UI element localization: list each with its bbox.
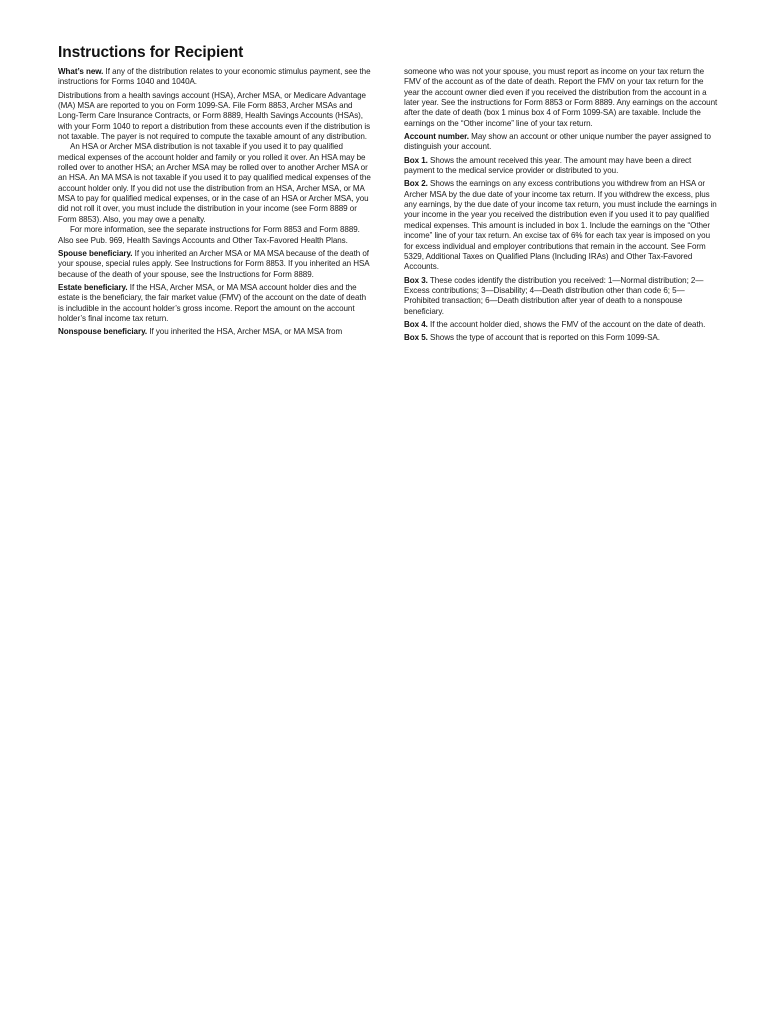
page-title: Instructions for Recipient (58, 44, 244, 61)
paragraph-text: These codes identify the distribution you received: 1—Normal distribution; 2—Excess contributions; 3—Disability; 4—Death distribution other than code 6; 5—Prohibited transaction; 6—Death distribution after year of death to a nonspouse beneficiary. (404, 275, 704, 316)
distributions-paragraph (58, 91, 372, 143)
paragraph-heading: Box 2. (404, 179, 428, 189)
paragraph-text: If the HSA, Archer MSA, or MA MSA account holder dies and the estate is the beneficiary, the fair market value (FMV) of the account on the date of death is includible in the account holder’s gross income. Report the amount on the account holder’s final income tax return. (58, 282, 367, 323)
paragraph-text: someone who was not your spouse, you must report as income on your tax return the FMV of the account as of the date of death. Report the FMV on your tax return for the year the account owner died even if you received the distribution from the account in a later year. See the instructions for Form 8853 or Form 8889. Any earnings on the account after the date of death (box 1 minus box 4 of Form 1099-SA) are taxable. Include the earnings on the “Other income” line of your tax return. (404, 67, 718, 128)
right-column (404, 67, 718, 347)
paragraph-text: If any of the distribution relates to your economic stimulus payment, see the instructions for Forms 1040 and 1040A. (58, 67, 371, 87)
paragraph-text: Shows the earnings on any excess contributions you withdrew from an HSA or Archer MSA by the due date of your income tax return. If you withdrew the excess, plus any earnings, by the due date of your income tax return, you must include the earnings in your income in the year you received the distribution even if you used it to pay qualified medical expenses. This amount is included in box 1. Include the earnings on the “Other income” line of your tax return. An excise tax of 6% for each tax year is imposed on you for excess individual and employer contributions that remain in the account. See Form 5329, Additional Taxes on Qualified Plans (Including IRAs) and Other Tax-Favored Accounts. (404, 179, 717, 272)
paragraph-text: If you inherited the HSA, Archer MSA, or MA MSA from (147, 327, 343, 337)
paragraph-text: For more information, see the separate instructions for Form 8853 and Form 8889. Also see Pub. 969, Health Savings Accounts and Other Tax-Favored Health Plans. (58, 225, 360, 245)
paragraph-heading: Nonspouse beneficiary. (58, 327, 148, 337)
left-column (58, 67, 372, 341)
paragraph-heading: What’s new. (58, 67, 104, 76)
paragraph-text: Shows the type of account that is reported on this Form 1099-SA. (427, 333, 660, 343)
box-4-paragraph (404, 320, 718, 330)
paragraph-heading: Account number. (404, 132, 469, 142)
estate-beneficiary-paragraph (58, 283, 372, 324)
spouse-beneficiary-paragraph (58, 249, 372, 280)
paragraph-text: Distributions from a health savings account (HSA), Archer MSA, or Medicare Advantage (MA) MSA are reported to you on Form 1099-SA. File Form 8853, Archer MSAs and Long-Term Care Insurance Contracts, or Form 8889, Health Savings Accounts (HSAs), with your Form 1040 to report a distribution from these accounts even if the distribution is not taxable. The payer is not required to compute the taxable amount of any distribution. (58, 90, 371, 142)
paragraph-heading: Box 4. (404, 319, 428, 329)
paragraph-text: May show an account or other unique number the payer assigned to distinguish your account. (404, 132, 711, 152)
paragraph-text: If you inherited an Archer MSA or MA MSA because of the death of your spouse, special rules apply. See Instructions for Form 8853. If you inherited an HSA because of the death of your spouse, see the Instructions for Form 8889. (58, 248, 370, 279)
more-information-paragraph (58, 225, 372, 246)
nonspouse-beneficiary-paragraph (58, 327, 372, 337)
box-1-paragraph (404, 156, 718, 177)
paragraph-heading: Box 5. (404, 333, 428, 343)
paragraph-heading: Box 1. (404, 155, 428, 165)
paragraph-heading: Spouse beneficiary. (58, 248, 133, 258)
whats-new-paragraph (58, 67, 372, 88)
not-taxable-paragraph (58, 142, 372, 225)
paragraph-text: If the account holder died, shows the FMV of the account on the date of death. (427, 319, 706, 329)
account-number-paragraph (404, 132, 718, 153)
box-2-paragraph (404, 179, 718, 272)
box-5-paragraph (404, 333, 718, 343)
paragraph-heading: Estate beneficiary. (58, 282, 128, 292)
paragraph-text: Shows the amount received this year. The amount may have been a direct payment to the medical service provider or distributed to you. (404, 155, 692, 176)
paragraph-heading: Box 3. (404, 275, 428, 285)
paragraph-text: An HSA or Archer MSA distribution is not taxable if you used it to pay qualified medical expenses of the account holder and family or you rolled it over. An HSA may be rolled over to another HSA; an Archer MSA may be rolled over to another Archer MSA or an HSA. An MA MSA is not taxable if you used it to pay qualified medical expenses of the account holder only. If you did not use the distribution from an HSA, Archer MSA, or MA MSA to pay for qualified medical expenses, or in the case of an HSA or Archer MSA, you did not roll it over, you must include the distribution in your income (see Form 8889 or Form 8853). Also, you may owe a penalty. (58, 142, 371, 224)
nonspouse-continued-paragraph (404, 67, 718, 129)
box-3-paragraph (404, 276, 718, 317)
